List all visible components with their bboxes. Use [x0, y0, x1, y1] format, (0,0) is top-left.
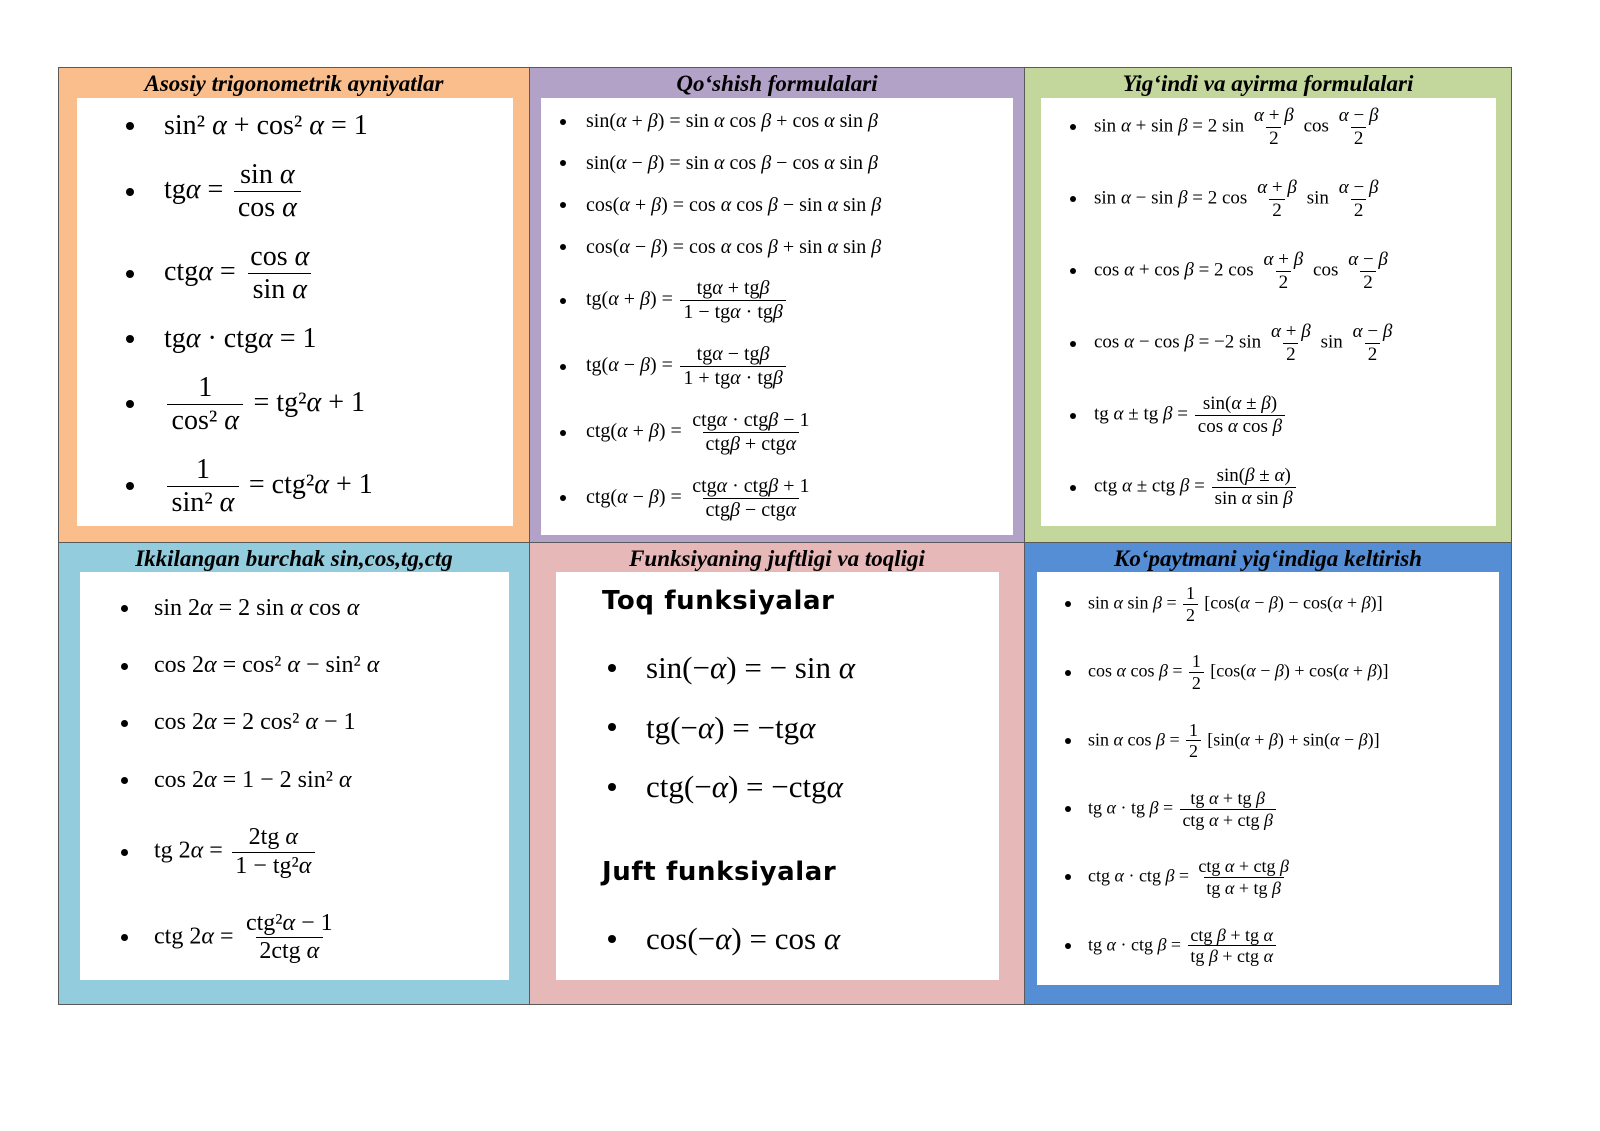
formula: [1088, 788, 1278, 830]
formula: [646, 650, 855, 686]
denominator: 2ctg α: [256, 937, 323, 966]
bullet-icon: [1065, 738, 1071, 744]
formula-text: sin: [1301, 187, 1334, 209]
denominator: cos α: [234, 191, 301, 224]
formula-item: [560, 277, 1013, 324]
formula-text: sin α − sin β = 2 cos: [1094, 187, 1253, 209]
formula-item: [121, 709, 509, 737]
formula-text: sin 2α = 2 sin α cos α: [154, 595, 360, 621]
bullet-icon: [608, 935, 616, 943]
formula-text: ctg α ± ctg β =: [1094, 476, 1210, 498]
formula-list: [80, 572, 509, 980]
formula: [646, 710, 815, 746]
formula: [586, 194, 881, 217]
formula-item: [1070, 321, 1496, 366]
numerator: α + β: [1257, 177, 1297, 199]
formula-text: tg 2α =: [154, 837, 229, 864]
fraction: [689, 475, 812, 522]
numerator: α − β: [1338, 105, 1379, 126]
formula: [1094, 105, 1384, 150]
fraction: [1180, 788, 1276, 830]
bullet-icon: [560, 160, 566, 166]
fraction: [1212, 465, 1296, 510]
bullet-icon: [126, 482, 134, 490]
fraction: [242, 910, 336, 966]
bullet-icon: [126, 270, 134, 278]
numerator: α + β: [1271, 321, 1311, 343]
formula-item: [560, 409, 1013, 456]
formula-item: [560, 343, 1013, 390]
denominator: ctgβ − ctgα: [703, 498, 800, 522]
formula: [1094, 465, 1298, 510]
panel-title: Asosiy trigonometrik ayniyatlar: [144, 71, 444, 96]
panel-sum-difference-formulas: [1025, 68, 1511, 543]
formula-text: ctg(α − β) =: [586, 486, 687, 508]
formula-text: = tg²α + 1: [246, 386, 365, 418]
denominator: sin² α: [167, 486, 238, 519]
numerator: ctg β + tg α: [1190, 924, 1273, 945]
bullet-icon: [560, 119, 566, 125]
formula: [1088, 925, 1278, 967]
formula-item: [126, 159, 513, 224]
formula: [164, 372, 365, 437]
numerator: 1: [195, 453, 210, 485]
formula-item: [1070, 465, 1496, 510]
formula: [154, 910, 339, 966]
panel-basic-identities: [59, 68, 530, 543]
fraction: [1186, 720, 1200, 762]
bullet-icon: [608, 664, 616, 672]
formula-text: cos(α + β) = cos α cos β − sin α sin β: [586, 193, 882, 216]
formula-text: [cos(α − β) − cos(α + β)]: [1199, 592, 1383, 613]
numerator: sin(β ± α): [1216, 465, 1291, 487]
formula-item: [1065, 856, 1499, 898]
fraction: [680, 277, 786, 324]
formula: [1094, 321, 1397, 366]
fraction: [1336, 177, 1381, 222]
numerator: α + β: [1263, 249, 1304, 271]
fraction: [1196, 856, 1292, 898]
formula-text: cos α + cos β = 2 cos: [1094, 259, 1259, 281]
formula-list: [556, 572, 999, 980]
bullet-icon: [560, 202, 566, 208]
bullet-icon: [121, 777, 128, 784]
formula-text: cos α − cos β = −2 sin: [1094, 331, 1266, 353]
formula: [1094, 393, 1287, 438]
denominator: sin α: [248, 273, 311, 306]
formula-text: cos 2α = 2 cos² α − 1: [154, 709, 356, 736]
formula-text: tg α ± tg β =: [1094, 403, 1193, 425]
formula-text: cos(α − β) = cos α cos β + sin α sin β: [586, 235, 882, 258]
formula-text: cos 2α = 1 − 2 sin² α: [154, 766, 352, 793]
formula-text: sin² α + cos² α = 1: [164, 110, 368, 141]
fraction: [1345, 249, 1390, 294]
formula: [164, 323, 317, 355]
bullet-icon: [1070, 196, 1076, 202]
formula: [154, 824, 318, 880]
fraction: [680, 343, 786, 390]
denominator: 2: [1351, 199, 1366, 222]
fraction: [167, 454, 238, 519]
formula-item: [1065, 651, 1499, 693]
denominator: 2: [1266, 127, 1281, 150]
formula-item: [1070, 393, 1496, 438]
formula-item: [560, 194, 1013, 217]
formula-box: [1041, 98, 1496, 526]
formula: [1088, 720, 1380, 762]
formula: [1088, 856, 1294, 898]
formula-text: tgα · ctgα = 1: [164, 322, 317, 354]
formula-item: [121, 652, 509, 680]
formula-item: [560, 110, 1013, 133]
bullet-icon: [608, 783, 616, 791]
fraction: [232, 824, 315, 880]
formula-text: = ctg²α + 1: [241, 468, 373, 500]
formula-box: [1037, 572, 1499, 985]
bullet-icon: [560, 298, 566, 304]
fraction: [1254, 177, 1299, 222]
panel-product-to-sum: [1025, 543, 1511, 1004]
formula: [586, 152, 878, 175]
formula: [154, 595, 359, 623]
formula-sheet: [58, 67, 1512, 1005]
bullet-icon: [1065, 943, 1071, 949]
numerator: ctgα · ctgβ − 1: [692, 409, 810, 432]
denominator: 1 − tg²α: [232, 852, 315, 881]
panel-addition-formulas: [530, 68, 1025, 543]
formula-text: ctg α · ctg β =: [1088, 865, 1194, 886]
denominator: sin α sin β: [1212, 487, 1296, 510]
panel-parity: [530, 543, 1025, 1004]
formula-text: cos(−α) = cos α: [646, 920, 841, 956]
fraction: [1350, 321, 1395, 366]
formula-text: [sin(α + β) + sin(α − β)]: [1202, 728, 1380, 749]
numerator: ctg α + ctg β: [1198, 856, 1289, 877]
formula-item: [126, 110, 513, 142]
denominator: 2: [1360, 271, 1375, 294]
formula: [1094, 177, 1384, 222]
fraction: [1183, 583, 1197, 625]
bullet-icon: [126, 335, 134, 343]
formula-item: [560, 152, 1013, 175]
formula: [586, 236, 881, 259]
numerator: sin(α ± β): [1202, 393, 1278, 415]
formula-text: tg α · tg β =: [1088, 797, 1178, 818]
fraction: [1268, 321, 1313, 366]
formula-item: [556, 650, 999, 686]
fraction: [1251, 105, 1296, 150]
formula: [586, 277, 788, 324]
panel-title: Ko‘paytmani yig‘indiga keltirish: [1114, 546, 1422, 571]
bullet-icon: [121, 663, 128, 670]
denominator: 2: [1283, 343, 1298, 366]
formula-item: [556, 710, 999, 746]
numerator: cos α: [250, 240, 310, 272]
formula: [1088, 651, 1389, 693]
numerator: ctgα · ctgβ + 1: [692, 474, 810, 497]
denominator: tg β + ctg α: [1188, 945, 1276, 967]
bullet-icon: [121, 934, 128, 941]
bullet-icon: [1070, 268, 1076, 274]
formula: [154, 652, 379, 680]
bullet-icon: [121, 720, 128, 727]
formula-item: [121, 824, 509, 880]
denominator: cos² α: [167, 404, 243, 437]
formula-text: sin α cos β =: [1088, 728, 1185, 749]
formula-item: [1065, 925, 1499, 967]
denominator: 1 + tgα · tgβ: [680, 366, 786, 390]
numerator: sin α: [240, 158, 295, 190]
formula-item: [121, 910, 509, 966]
bullet-icon: [126, 122, 134, 130]
formula-text: ctg(−α) = −ctgα: [646, 769, 843, 805]
formula-text: cos 2α = cos² α − sin² α: [154, 652, 380, 679]
bullet-icon: [126, 400, 134, 408]
denominator: 2: [1276, 271, 1291, 294]
bullet-icon: [1065, 874, 1071, 880]
formula: [646, 769, 843, 805]
formula-text: sin(−α) = − sin α: [646, 650, 856, 685]
panel-title: Qo‘shish formulalari: [676, 71, 878, 96]
formula-item: [121, 767, 509, 795]
fraction: [167, 372, 243, 437]
denominator: 2: [1365, 343, 1380, 366]
formula-item: [1065, 583, 1499, 625]
formula: [154, 709, 356, 737]
section-heading: Toq funksiyalar: [602, 586, 835, 616]
formula-item: [560, 475, 1013, 522]
bullet-icon: [1065, 806, 1071, 812]
denominator: cos α cos β: [1195, 415, 1285, 438]
formula: [1094, 249, 1393, 294]
formula-list: [77, 98, 513, 526]
bullet-icon: [1070, 485, 1076, 491]
bullet-icon: [126, 188, 134, 196]
formula-item: [1070, 249, 1496, 294]
fraction: [689, 409, 812, 456]
formula-list: [541, 98, 1013, 535]
formula-item: [121, 595, 509, 623]
fraction: [1189, 651, 1203, 693]
denominator: 2: [1189, 672, 1203, 694]
bullet-icon: [560, 244, 566, 250]
numerator: 2tg α: [248, 823, 298, 850]
bullet-icon: [1070, 341, 1076, 347]
numerator: 1: [1185, 583, 1195, 603]
numerator: 1: [1191, 651, 1201, 672]
panel-title: Ikkilangan burchak sin,cos,tg,ctg: [135, 546, 453, 571]
numerator: 1: [1188, 719, 1198, 740]
section-heading: Juft funksiyalar: [602, 856, 837, 887]
formula-item: [1065, 720, 1499, 762]
numerator: α + β: [1254, 105, 1294, 126]
formula: [586, 110, 878, 133]
numerator: tgα + tgβ: [696, 277, 770, 300]
formula: [154, 767, 352, 795]
numerator: ctg²α − 1: [245, 909, 333, 936]
formula-box: [80, 572, 509, 980]
formula-text: sin α + sin β = 2 sin: [1094, 115, 1249, 137]
denominator: 1 − tgα · tgβ: [680, 300, 786, 324]
formula-item: [1070, 177, 1496, 222]
denominator: 2: [1269, 199, 1284, 222]
formula-text: cos: [1308, 259, 1344, 281]
formula: [164, 454, 373, 519]
denominator: 2: [1186, 740, 1200, 762]
fraction: [1336, 105, 1381, 150]
fraction: [1261, 249, 1306, 294]
formula-text: ctg(α + β) =: [586, 420, 687, 443]
formula-list: [1037, 572, 1499, 985]
fraction: [1195, 393, 1285, 438]
panel-title: Funksiyaning juftligi va toqligi: [629, 546, 925, 571]
denominator: 2: [1183, 604, 1197, 626]
fraction: [234, 159, 301, 224]
numerator: tg α + tg β: [1190, 787, 1266, 808]
bullet-icon: [121, 605, 128, 612]
formula-item: [126, 241, 513, 306]
bullet-icon: [1070, 124, 1076, 130]
numerator: α − β: [1348, 249, 1388, 271]
formula-text: ctg 2α =: [154, 923, 240, 950]
denominator: tg α + tg β: [1204, 877, 1284, 899]
formula-text: cos α cos β =: [1088, 660, 1188, 681]
bullet-icon: [1065, 601, 1071, 607]
formula: [1088, 583, 1383, 625]
formula: [164, 241, 317, 306]
formula-item: [556, 921, 999, 957]
bullet-icon: [560, 364, 566, 370]
formula-list: [1041, 98, 1496, 526]
formula-item: [1065, 788, 1499, 830]
formula: [586, 409, 815, 456]
formula-text: tg(α − β) =: [586, 354, 678, 377]
formula-text: tgα =: [164, 173, 231, 205]
formula-box: [541, 98, 1013, 535]
panel-title: Yig‘indi va ayirma formulalari: [1122, 71, 1414, 96]
fraction: [246, 241, 313, 306]
bullet-icon: [1065, 670, 1071, 676]
fraction: [1188, 925, 1276, 967]
formula-item: [126, 323, 513, 355]
numerator: α − β: [1352, 321, 1393, 343]
formula-text: sin(α + β) = sin α cos β + cos α sin β: [586, 110, 878, 132]
formula-text: cos: [1298, 115, 1334, 137]
formula-text: [cos(α − β) + cos(α + β)]: [1205, 660, 1389, 681]
formula: [164, 110, 368, 142]
formula-text: sin(α − β) = sin α cos β − cos α sin β: [586, 151, 878, 174]
formula-text: ctgα =: [164, 255, 243, 287]
formula-text: tg(α + β) =: [586, 288, 678, 311]
numerator: 1: [198, 371, 213, 403]
formula: [586, 475, 815, 522]
bullet-icon: [608, 723, 616, 731]
bullet-icon: [121, 849, 128, 856]
denominator: 2: [1351, 127, 1366, 150]
formula-item: [560, 236, 1013, 259]
panel-double-angle: [59, 543, 530, 1004]
formula: [586, 343, 788, 390]
formula-item: [126, 454, 513, 519]
denominator: ctg α + ctg β: [1180, 809, 1276, 831]
formula-item: [556, 769, 999, 805]
formula-text: tg(−α) = −tgα: [646, 709, 816, 745]
formula-item: [126, 372, 513, 437]
formula: [164, 159, 304, 224]
bullet-icon: [1070, 413, 1076, 419]
formula-text: tg α · ctg β =: [1088, 933, 1186, 954]
numerator: α − β: [1338, 177, 1379, 199]
formula-item: [1070, 105, 1496, 150]
formula-box: [556, 572, 999, 980]
formula-box: [77, 98, 513, 526]
formula: [646, 921, 840, 957]
formula-text: sin α sin β =: [1088, 592, 1182, 613]
bullet-icon: [560, 495, 566, 501]
denominator: ctgβ + ctgα: [703, 432, 800, 456]
formula-text: sin: [1315, 331, 1348, 353]
bullet-icon: [560, 430, 566, 436]
numerator: tgα − tgβ: [696, 343, 770, 366]
